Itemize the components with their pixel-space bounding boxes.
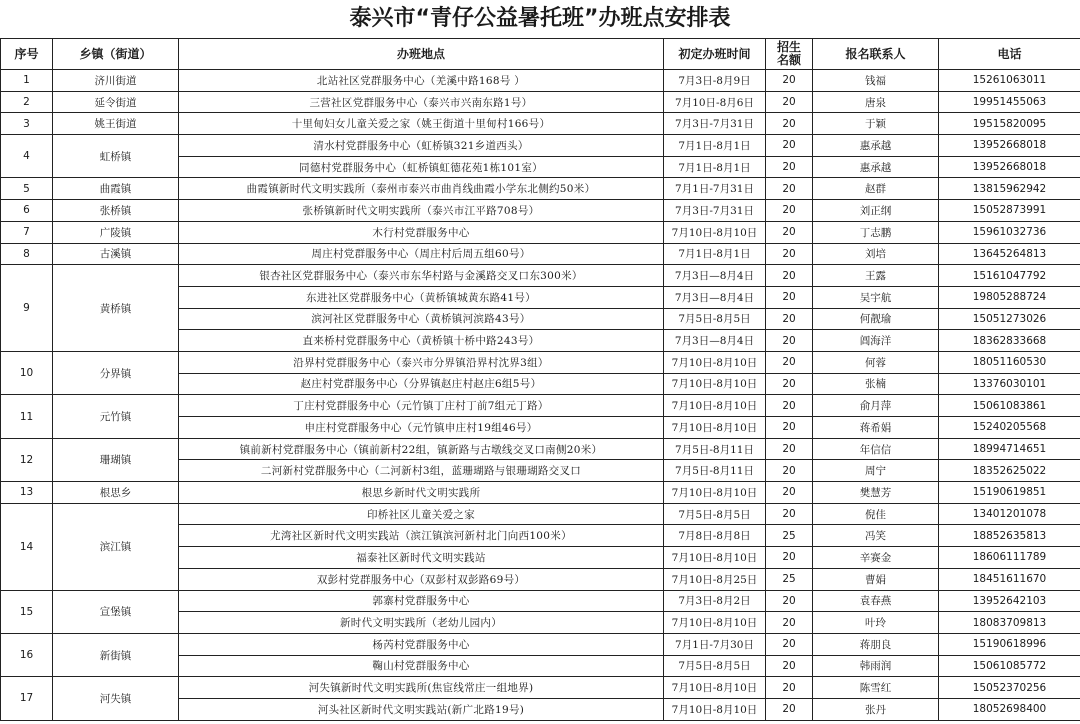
col-header-contact: 报名联系人	[813, 39, 939, 70]
town-cell: 根思乡	[53, 482, 179, 504]
time-cell: 7月10日-8月10日	[664, 482, 766, 504]
phone-cell: 15190619851	[939, 482, 1080, 504]
row-index: 3	[1, 113, 53, 135]
table-row	[1, 178, 1080, 200]
time-cell: 7月10日-8月10日	[664, 612, 766, 634]
phone-cell: 15061085772	[939, 655, 1080, 677]
col-header-time: 初定办班时间	[664, 39, 766, 70]
town-cell: 广陵镇	[53, 221, 179, 243]
col-header-index: 序号	[1, 39, 53, 70]
table-row	[1, 351, 1080, 373]
time-cell: 7月1日-7月31日	[664, 178, 766, 200]
place-cell: 三营社区党群服务中心（泰兴市兴南东路1号）	[179, 91, 664, 113]
town-cell: 虹桥镇	[53, 135, 179, 178]
contact-cell: 叶玲	[813, 612, 939, 634]
quota-cell: 20	[766, 221, 813, 243]
place-cell: 郭寨村党群服务中心	[179, 590, 664, 612]
phone-cell: 13952642103	[939, 590, 1080, 612]
phone-cell: 13952668018	[939, 135, 1080, 157]
contact-cell: 何蓉	[813, 351, 939, 373]
place-cell: 根思乡新时代文明实践所	[179, 482, 664, 504]
table-row	[1, 265, 1080, 287]
town-cell: 河失镇	[53, 677, 179, 720]
place-cell: 张桥镇新时代文明实践所（泰兴市江平路708号）	[179, 200, 664, 222]
quota-cell: 20	[766, 70, 813, 92]
row-index: 2	[1, 91, 53, 113]
schedule-table	[0, 38, 1080, 721]
time-cell: 7月5日-8月5日	[664, 308, 766, 330]
place-cell: 北站社区党群服务中心（羌溪中路168号 ）	[179, 70, 664, 92]
table-row	[1, 590, 1080, 612]
contact-cell: 阊海洋	[813, 330, 939, 352]
town-cell: 古溪镇	[53, 243, 179, 265]
place-cell: 河头社区新时代文明实践站(新广北路19号)	[179, 698, 664, 720]
place-cell: 曲霞镇新时代文明实践所（泰州市泰兴市曲肖线曲霞小学东北侧约50米）	[179, 178, 664, 200]
time-cell: 7月5日-8月5日	[664, 655, 766, 677]
contact-cell: 韩雨润	[813, 655, 939, 677]
page-title: 泰兴市“青仔公益暑托班”办班点安排表	[0, 0, 1080, 39]
phone-cell: 13815962942	[939, 178, 1080, 200]
contact-cell: 陈雪红	[813, 677, 939, 699]
quota-cell: 20	[766, 633, 813, 655]
contact-cell: 张丹	[813, 698, 939, 720]
time-cell: 7月10日-8月10日	[664, 547, 766, 569]
phone-cell: 18451611670	[939, 568, 1080, 590]
row-index: 10	[1, 351, 53, 394]
time-cell: 7月10日-8月10日	[664, 351, 766, 373]
place-cell: 二河新村党群服务中心（二河新村3组，蓝珊瑚路与银珊瑚路交叉口	[179, 460, 664, 482]
quota-cell: 20	[766, 590, 813, 612]
time-cell: 7月10日-8月6日	[664, 91, 766, 113]
time-cell: 7月1日-7月30日	[664, 633, 766, 655]
time-cell: 7月3日-7月31日	[664, 200, 766, 222]
table-row	[1, 633, 1080, 655]
town-cell: 延令街道	[53, 91, 179, 113]
place-cell: 滨河社区党群服务中心（黄桥镇河滨路43号）	[179, 308, 664, 330]
quota-cell: 20	[766, 677, 813, 699]
phone-cell: 15261063011	[939, 70, 1080, 92]
time-cell: 7月3日—8月4日	[664, 286, 766, 308]
table-row	[1, 135, 1080, 157]
col-header-phone: 电话	[939, 39, 1080, 70]
place-cell: 银杏社区党群服务中心（泰兴市东华村路与金溪路交叉口东300米）	[179, 265, 664, 287]
table-row	[1, 113, 1080, 135]
place-cell: 木行村党群服务中心	[179, 221, 664, 243]
contact-cell: 刘正纲	[813, 200, 939, 222]
quota-cell: 25	[766, 525, 813, 547]
row-index: 11	[1, 395, 53, 438]
place-cell: 丁庄村党群服务中心（元竹镇丁庄村丁前7组元丁路）	[179, 395, 664, 417]
phone-cell: 18606111789	[939, 547, 1080, 569]
table-row	[1, 395, 1080, 417]
time-cell: 7月10日-8月10日	[664, 373, 766, 395]
contact-cell: 惠承越	[813, 135, 939, 157]
phone-cell: 18051160530	[939, 351, 1080, 373]
place-cell: 鞠山村党群服务中心	[179, 655, 664, 677]
phone-cell: 18052698400	[939, 698, 1080, 720]
contact-cell: 樊慧芳	[813, 482, 939, 504]
row-index: 6	[1, 200, 53, 222]
place-cell: 直来桥村党群服务中心（黄桥镇十桥中路243号）	[179, 330, 664, 352]
town-cell: 黄桥镇	[53, 265, 179, 352]
contact-cell: 何靓瑜	[813, 308, 939, 330]
quota-cell: 20	[766, 460, 813, 482]
contact-cell: 王露	[813, 265, 939, 287]
contact-cell: 惠承越	[813, 156, 939, 178]
quota-cell: 20	[766, 482, 813, 504]
quota-cell: 20	[766, 503, 813, 525]
row-index: 9	[1, 265, 53, 352]
place-cell: 河失镇新时代文明实践所(焦宦线常庄一组地界)	[179, 677, 664, 699]
time-cell: 7月10日-8月10日	[664, 221, 766, 243]
header-row	[1, 39, 1080, 70]
contact-cell: 唐泉	[813, 91, 939, 113]
phone-cell: 15052873991	[939, 200, 1080, 222]
phone-cell: 13376030101	[939, 373, 1080, 395]
phone-cell: 19951455063	[939, 91, 1080, 113]
place-cell: 沿界村党群服务中心（泰兴市分界镇沿界村沈界3组）	[179, 351, 664, 373]
phone-cell: 15051273026	[939, 308, 1080, 330]
time-cell: 7月3日—8月4日	[664, 265, 766, 287]
quota-cell: 20	[766, 547, 813, 569]
phone-cell: 13952668018	[939, 156, 1080, 178]
col-header-quota: 招生名额	[766, 39, 813, 70]
time-cell: 7月10日-8月25日	[664, 568, 766, 590]
place-cell: 清水村党群服务中心（虹桥镇321乡道西头）	[179, 135, 664, 157]
phone-cell: 19805288724	[939, 286, 1080, 308]
contact-cell: 于颖	[813, 113, 939, 135]
place-cell: 东进社区党群服务中心（黄桥镇城黄东路41号）	[179, 286, 664, 308]
town-cell: 曲霞镇	[53, 178, 179, 200]
quota-cell: 20	[766, 330, 813, 352]
row-index: 16	[1, 633, 53, 676]
phone-cell: 15190618996	[939, 633, 1080, 655]
row-index: 1	[1, 70, 53, 92]
phone-cell: 18083709813	[939, 612, 1080, 634]
contact-cell: 年信信	[813, 438, 939, 460]
quota-cell: 20	[766, 612, 813, 634]
town-cell: 宣堡镇	[53, 590, 179, 633]
time-cell: 7月10日-8月10日	[664, 395, 766, 417]
phone-cell: 15052370256	[939, 677, 1080, 699]
quota-cell: 20	[766, 243, 813, 265]
contact-cell: 倪佳	[813, 503, 939, 525]
row-index: 17	[1, 677, 53, 720]
quota-cell: 20	[766, 156, 813, 178]
town-cell: 姚王街道	[53, 113, 179, 135]
table-row	[1, 677, 1080, 699]
town-cell: 滨江镇	[53, 503, 179, 590]
place-cell: 新时代文明实践所（老幼儿园内）	[179, 612, 664, 634]
phone-cell: 13645264813	[939, 243, 1080, 265]
table-row	[1, 200, 1080, 222]
time-cell: 7月3日-7月31日	[664, 113, 766, 135]
contact-cell: 冯笑	[813, 525, 939, 547]
place-cell: 十里甸妇女儿童关爱之家（姚王街道十里甸村166号）	[179, 113, 664, 135]
phone-cell: 18994714651	[939, 438, 1080, 460]
row-index: 7	[1, 221, 53, 243]
col-header-town: 乡镇（街道）	[53, 39, 179, 70]
town-cell: 元竹镇	[53, 395, 179, 438]
row-index: 12	[1, 438, 53, 481]
phone-cell: 18362833668	[939, 330, 1080, 352]
row-index: 4	[1, 135, 53, 178]
phone-cell: 15161047792	[939, 265, 1080, 287]
contact-cell: 丁志鹏	[813, 221, 939, 243]
row-index: 14	[1, 503, 53, 590]
quota-cell: 20	[766, 395, 813, 417]
time-cell: 7月1日-8月1日	[664, 243, 766, 265]
town-cell: 新街镇	[53, 633, 179, 676]
place-cell: 同德村党群服务中心（虹桥镇虹德花苑1栋101室）	[179, 156, 664, 178]
contact-cell: 张楠	[813, 373, 939, 395]
quota-cell: 25	[766, 568, 813, 590]
time-cell: 7月1日-8月1日	[664, 156, 766, 178]
place-cell: 赵庄村党群服务中心（分界镇赵庄村赵庄6组5号）	[179, 373, 664, 395]
quota-cell: 20	[766, 655, 813, 677]
time-cell: 7月5日-8月5日	[664, 503, 766, 525]
contact-cell: 钱福	[813, 70, 939, 92]
contact-cell: 蒋希娟	[813, 417, 939, 439]
table-row	[1, 482, 1080, 504]
contact-cell: 赵群	[813, 178, 939, 200]
time-cell: 7月1日-8月1日	[664, 135, 766, 157]
town-cell: 济川街道	[53, 70, 179, 92]
contact-cell: 俞月萍	[813, 395, 939, 417]
place-cell: 周庄村党群服务中心（周庄村后周五组60号）	[179, 243, 664, 265]
place-cell: 申庄村党群服务中心（元竹镇申庄村19组46号）	[179, 417, 664, 439]
contact-cell: 吴宇航	[813, 286, 939, 308]
time-cell: 7月10日-8月10日	[664, 677, 766, 699]
table-row	[1, 91, 1080, 113]
table-row	[1, 438, 1080, 460]
contact-cell: 曹娟	[813, 568, 939, 590]
town-cell: 分界镇	[53, 351, 179, 394]
quota-cell: 20	[766, 308, 813, 330]
time-cell: 7月3日—8月4日	[664, 330, 766, 352]
table-row	[1, 503, 1080, 525]
contact-cell: 周宁	[813, 460, 939, 482]
time-cell: 7月3日-8月2日	[664, 590, 766, 612]
time-cell: 7月5日-8月11日	[664, 438, 766, 460]
quota-cell: 20	[766, 698, 813, 720]
place-cell: 尤湾社区新时代文明实践站（滨江镇滨河新村北门向西100米）	[179, 525, 664, 547]
place-cell: 杨芮村党群服务中心	[179, 633, 664, 655]
contact-cell: 蒋朋良	[813, 633, 939, 655]
contact-cell: 袁春燕	[813, 590, 939, 612]
time-cell: 7月5日-8月11日	[664, 460, 766, 482]
place-cell: 印桥社区儿童关爱之家	[179, 503, 664, 525]
table-row	[1, 243, 1080, 265]
quota-cell: 20	[766, 200, 813, 222]
town-cell: 珊瑚镇	[53, 438, 179, 481]
phone-cell: 13401201078	[939, 503, 1080, 525]
quota-cell: 20	[766, 351, 813, 373]
place-cell: 镇前新村党群服务中心（镇前新村22组，镇新路与古墩线交叉口南侧20米）	[179, 438, 664, 460]
phone-cell: 18352625022	[939, 460, 1080, 482]
time-cell: 7月10日-8月10日	[664, 417, 766, 439]
time-cell: 7月10日-8月10日	[664, 698, 766, 720]
quota-cell: 20	[766, 286, 813, 308]
table-body	[1, 70, 1080, 721]
quota-cell: 20	[766, 113, 813, 135]
quota-cell: 20	[766, 417, 813, 439]
phone-cell: 15240205568	[939, 417, 1080, 439]
table-row	[1, 221, 1080, 243]
quota-cell: 20	[766, 438, 813, 460]
place-cell: 双彭村党群服务中心（双彭村双彭路69号）	[179, 568, 664, 590]
place-cell: 福泰社区新时代文明实践站	[179, 547, 664, 569]
row-index: 8	[1, 243, 53, 265]
phone-cell: 18852635813	[939, 525, 1080, 547]
contact-cell: 辛赛金	[813, 547, 939, 569]
col-header-place: 办班地点	[179, 39, 664, 70]
table-row	[1, 70, 1080, 92]
contact-cell: 刘培	[813, 243, 939, 265]
quota-cell: 20	[766, 135, 813, 157]
town-cell: 张桥镇	[53, 200, 179, 222]
quota-cell: 20	[766, 373, 813, 395]
quota-cell: 20	[766, 265, 813, 287]
phone-cell: 15961032736	[939, 221, 1080, 243]
row-index: 13	[1, 482, 53, 504]
quota-cell: 20	[766, 91, 813, 113]
row-index: 15	[1, 590, 53, 633]
phone-cell: 19515820095	[939, 113, 1080, 135]
time-cell: 7月8日-8月8日	[664, 525, 766, 547]
quota-cell: 20	[766, 178, 813, 200]
time-cell: 7月3日-8月9日	[664, 70, 766, 92]
row-index: 5	[1, 178, 53, 200]
phone-cell: 15061083861	[939, 395, 1080, 417]
